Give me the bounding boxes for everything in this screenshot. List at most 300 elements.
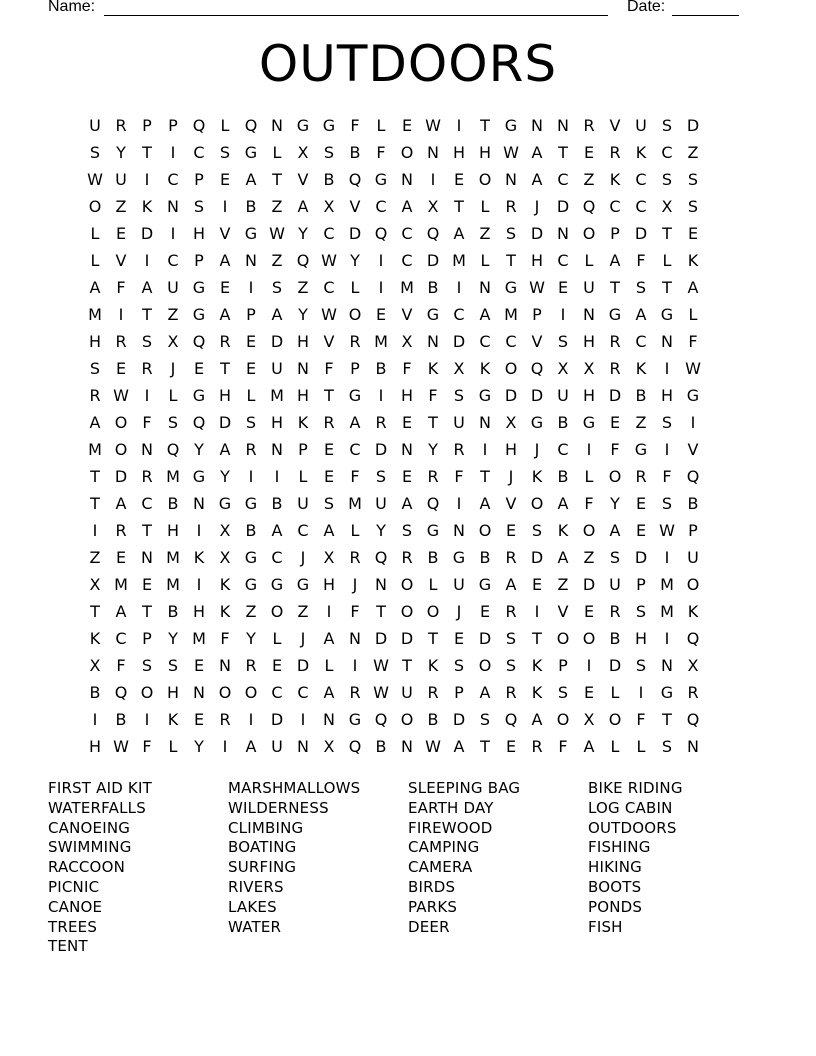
grid-letter[interactable]: A: [609, 251, 621, 270]
grid-letter[interactable]: A: [479, 305, 491, 324]
grid-letter[interactable]: B: [557, 413, 569, 432]
grid-letter[interactable]: N: [661, 332, 673, 351]
grid-letter[interactable]: D: [608, 386, 622, 405]
grid-letter[interactable]: G: [192, 278, 206, 297]
grid-letter[interactable]: K: [531, 656, 543, 675]
grid-letter[interactable]: X: [453, 359, 465, 378]
grid-letter[interactable]: H: [634, 629, 648, 648]
grid-letter[interactable]: D: [374, 629, 388, 648]
grid-letter[interactable]: G: [478, 575, 492, 594]
grid-letter[interactable]: C: [141, 494, 153, 513]
grid-letter[interactable]: S: [661, 413, 673, 432]
grid-letter[interactable]: O: [348, 305, 362, 324]
grid-letter[interactable]: H: [166, 683, 180, 702]
grid-letter[interactable]: R: [401, 548, 413, 567]
grid-letter[interactable]: F: [636, 251, 646, 270]
grid-letter[interactable]: E: [635, 521, 647, 540]
grid-letter[interactable]: S: [505, 629, 517, 648]
grid-letter[interactable]: P: [688, 521, 698, 540]
grid-letter[interactable]: M: [348, 494, 362, 513]
grid-letter[interactable]: T: [610, 278, 620, 297]
grid-letter[interactable]: S: [141, 332, 153, 351]
grid-letter[interactable]: H: [166, 521, 180, 540]
grid-letter[interactable]: R: [115, 521, 127, 540]
grid-letter[interactable]: B: [375, 359, 387, 378]
grid-letter[interactable]: X: [323, 197, 335, 216]
grid-letter[interactable]: L: [246, 386, 256, 405]
grid-letter[interactable]: T: [142, 305, 152, 324]
grid-letter[interactable]: G: [244, 494, 258, 513]
grid-letter[interactable]: S: [167, 656, 179, 675]
grid-letter[interactable]: B: [115, 710, 127, 729]
grid-letter[interactable]: Y: [194, 440, 204, 459]
grid-letter[interactable]: G: [192, 386, 206, 405]
grid-letter[interactable]: I: [326, 602, 332, 621]
grid-letter[interactable]: U: [271, 359, 283, 378]
grid-letter[interactable]: O: [608, 467, 622, 486]
grid-letter[interactable]: S: [167, 413, 179, 432]
grid-letter[interactable]: F: [610, 440, 620, 459]
grid-letter[interactable]: S: [453, 386, 465, 405]
grid-letter[interactable]: Q: [504, 710, 518, 729]
grid-letter[interactable]: P: [298, 440, 308, 459]
grid-letter[interactable]: Z: [297, 602, 309, 621]
grid-letter[interactable]: T: [90, 467, 100, 486]
grid-letter[interactable]: Y: [428, 440, 438, 459]
grid-letter[interactable]: J: [456, 602, 462, 621]
grid-letter[interactable]: L: [272, 629, 282, 648]
grid-letter[interactable]: I: [664, 548, 670, 567]
grid-letter[interactable]: E: [583, 143, 595, 162]
grid-letter[interactable]: Z: [687, 143, 699, 162]
grid-letter[interactable]: K: [531, 683, 543, 702]
grid-letter[interactable]: R: [141, 359, 153, 378]
grid-letter[interactable]: K: [479, 359, 491, 378]
grid-letter[interactable]: I: [92, 710, 98, 729]
grid-letter[interactable]: S: [505, 224, 517, 243]
date-field[interactable]: [672, 0, 739, 16]
grid-letter[interactable]: U: [635, 116, 647, 135]
grid-letter[interactable]: K: [687, 602, 699, 621]
grid-letter[interactable]: W: [529, 278, 545, 297]
grid-letter[interactable]: L: [428, 575, 438, 594]
grid-letter[interactable]: E: [219, 170, 231, 189]
grid-letter[interactable]: G: [478, 386, 492, 405]
grid-letter[interactable]: T: [506, 251, 516, 270]
grid-letter[interactable]: B: [89, 683, 101, 702]
grid-letter[interactable]: P: [532, 305, 542, 324]
grid-letter[interactable]: G: [192, 305, 206, 324]
grid-letter[interactable]: J: [534, 440, 540, 459]
grid-letter[interactable]: E: [141, 575, 153, 594]
grid-letter[interactable]: Z: [583, 548, 595, 567]
grid-letter[interactable]: N: [661, 656, 673, 675]
grid-letter[interactable]: G: [244, 575, 258, 594]
grid-letter[interactable]: B: [687, 494, 699, 513]
grid-letter[interactable]: B: [271, 494, 283, 513]
grid-letter[interactable]: U: [375, 494, 387, 513]
grid-letter[interactable]: H: [582, 386, 596, 405]
grid-letter[interactable]: P: [142, 116, 152, 135]
grid-letter[interactable]: H: [218, 386, 232, 405]
grid-letter[interactable]: A: [453, 737, 465, 756]
grid-letter[interactable]: Q: [530, 359, 544, 378]
grid-letter[interactable]: C: [479, 332, 491, 351]
grid-letter[interactable]: A: [453, 224, 465, 243]
grid-letter[interactable]: Y: [116, 143, 126, 162]
grid-letter[interactable]: N: [193, 683, 205, 702]
grid-letter[interactable]: O: [270, 602, 284, 621]
grid-letter[interactable]: F: [220, 629, 230, 648]
grid-letter[interactable]: L: [350, 278, 360, 297]
grid-letter[interactable]: C: [557, 251, 569, 270]
grid-letter[interactable]: L: [90, 251, 100, 270]
grid-letter[interactable]: G: [296, 575, 310, 594]
grid-letter[interactable]: N: [271, 440, 283, 459]
grid-letter[interactable]: Z: [583, 170, 595, 189]
grid-letter[interactable]: X: [219, 548, 231, 567]
grid-letter[interactable]: Y: [246, 629, 256, 648]
grid-letter[interactable]: S: [687, 170, 699, 189]
grid-letter[interactable]: Q: [426, 224, 440, 243]
grid-letter[interactable]: R: [375, 413, 387, 432]
grid-letter[interactable]: S: [687, 197, 699, 216]
grid-letter[interactable]: Y: [298, 305, 308, 324]
grid-letter[interactable]: R: [505, 197, 517, 216]
grid-letter[interactable]: K: [531, 467, 543, 486]
grid-letter[interactable]: T: [662, 278, 672, 297]
grid-letter[interactable]: K: [635, 359, 647, 378]
grid-letter[interactable]: G: [504, 278, 518, 297]
grid-letter[interactable]: U: [167, 278, 179, 297]
grid-letter[interactable]: X: [89, 575, 101, 594]
grid-letter[interactable]: A: [349, 413, 361, 432]
grid-letter[interactable]: X: [583, 359, 595, 378]
grid-letter[interactable]: O: [556, 629, 570, 648]
grid-letter[interactable]: W: [113, 386, 129, 405]
grid-letter[interactable]: S: [401, 521, 413, 540]
grid-letter[interactable]: V: [609, 116, 621, 135]
grid-letter[interactable]: Q: [374, 548, 388, 567]
grid-letter[interactable]: Q: [192, 332, 206, 351]
grid-letter[interactable]: L: [584, 251, 594, 270]
grid-letter[interactable]: K: [609, 170, 621, 189]
grid-letter[interactable]: V: [505, 494, 517, 513]
grid-letter[interactable]: I: [222, 737, 228, 756]
grid-letter[interactable]: S: [89, 359, 101, 378]
grid-letter[interactable]: S: [505, 656, 517, 675]
grid-letter[interactable]: W: [321, 305, 337, 324]
grid-letter[interactable]: I: [638, 683, 644, 702]
grid-letter[interactable]: T: [376, 602, 386, 621]
grid-letter[interactable]: T: [324, 386, 334, 405]
grid-letter[interactable]: W: [373, 656, 389, 675]
grid-letter[interactable]: P: [454, 683, 464, 702]
grid-letter[interactable]: A: [635, 305, 647, 324]
grid-letter[interactable]: C: [193, 143, 205, 162]
grid-letter[interactable]: F: [116, 656, 126, 675]
grid-letter[interactable]: N: [583, 305, 595, 324]
grid-letter[interactable]: Q: [374, 710, 388, 729]
grid-letter[interactable]: S: [557, 332, 569, 351]
grid-letter[interactable]: L: [610, 683, 620, 702]
grid-letter[interactable]: D: [218, 413, 232, 432]
grid-letter[interactable]: J: [300, 548, 306, 567]
grid-letter[interactable]: G: [426, 521, 440, 540]
grid-letter[interactable]: A: [271, 521, 283, 540]
grid-letter[interactable]: S: [635, 278, 647, 297]
grid-letter[interactable]: E: [531, 575, 543, 594]
grid-letter[interactable]: M: [166, 548, 180, 567]
grid-letter[interactable]: T: [454, 197, 464, 216]
grid-letter[interactable]: G: [452, 548, 466, 567]
grid-letter[interactable]: M: [270, 386, 284, 405]
grid-letter[interactable]: R: [89, 386, 101, 405]
grid-letter[interactable]: S: [635, 656, 647, 675]
grid-letter[interactable]: T: [428, 413, 438, 432]
grid-letter[interactable]: D: [634, 224, 648, 243]
grid-letter[interactable]: H: [322, 575, 336, 594]
grid-letter[interactable]: F: [116, 278, 126, 297]
grid-letter[interactable]: D: [452, 710, 466, 729]
grid-letter[interactable]: Z: [479, 224, 491, 243]
grid-letter[interactable]: G: [218, 494, 232, 513]
grid-letter[interactable]: Q: [374, 224, 388, 243]
grid-letter[interactable]: T: [558, 143, 568, 162]
grid-letter[interactable]: E: [193, 656, 205, 675]
grid-letter[interactable]: O: [556, 710, 570, 729]
grid-letter[interactable]: M: [166, 467, 180, 486]
grid-letter[interactable]: O: [426, 602, 440, 621]
grid-letter[interactable]: J: [300, 629, 306, 648]
grid-letter[interactable]: E: [609, 413, 621, 432]
grid-letter[interactable]: C: [661, 143, 673, 162]
grid-letter[interactable]: Q: [166, 440, 180, 459]
grid-letter[interactable]: H: [400, 386, 414, 405]
grid-letter[interactable]: B: [557, 467, 569, 486]
grid-letter[interactable]: X: [583, 710, 595, 729]
grid-letter[interactable]: I: [222, 197, 228, 216]
grid-letter[interactable]: W: [685, 359, 701, 378]
grid-letter[interactable]: A: [245, 737, 257, 756]
grid-letter[interactable]: I: [378, 386, 384, 405]
grid-letter[interactable]: E: [557, 278, 569, 297]
grid-letter[interactable]: A: [531, 710, 543, 729]
grid-letter[interactable]: Z: [297, 278, 309, 297]
grid-letter[interactable]: B: [245, 197, 257, 216]
grid-letter[interactable]: D: [270, 710, 284, 729]
grid-letter[interactable]: N: [141, 440, 153, 459]
grid-letter[interactable]: H: [192, 224, 206, 243]
grid-letter[interactable]: W: [269, 224, 285, 243]
grid-letter[interactable]: G: [660, 305, 674, 324]
grid-letter[interactable]: Q: [686, 710, 700, 729]
grid-letter[interactable]: G: [348, 386, 362, 405]
grid-letter[interactable]: G: [504, 116, 518, 135]
grid-letter[interactable]: H: [478, 143, 492, 162]
grid-letter[interactable]: G: [660, 683, 674, 702]
grid-letter[interactable]: B: [323, 170, 335, 189]
grid-letter[interactable]: K: [89, 629, 101, 648]
grid-letter[interactable]: B: [427, 710, 439, 729]
grid-letter[interactable]: L: [376, 116, 386, 135]
grid-letter[interactable]: R: [583, 116, 595, 135]
grid-letter[interactable]: A: [115, 602, 127, 621]
name-field[interactable]: [104, 0, 608, 16]
grid-letter[interactable]: F: [324, 359, 334, 378]
grid-letter[interactable]: K: [427, 656, 439, 675]
grid-letter[interactable]: X: [687, 656, 699, 675]
grid-letter[interactable]: G: [608, 305, 622, 324]
grid-letter[interactable]: H: [582, 332, 596, 351]
grid-letter[interactable]: A: [141, 278, 153, 297]
grid-letter[interactable]: F: [454, 467, 464, 486]
grid-letter[interactable]: U: [557, 386, 569, 405]
grid-letter[interactable]: R: [323, 413, 335, 432]
grid-letter[interactable]: E: [271, 656, 283, 675]
grid-letter[interactable]: N: [375, 575, 387, 594]
grid-letter[interactable]: A: [687, 278, 699, 297]
grid-letter[interactable]: H: [452, 143, 466, 162]
grid-letter[interactable]: S: [479, 710, 491, 729]
grid-letter[interactable]: T: [142, 521, 152, 540]
grid-letter[interactable]: A: [323, 683, 335, 702]
grid-letter[interactable]: T: [90, 494, 100, 513]
grid-letter[interactable]: W: [113, 737, 129, 756]
grid-letter[interactable]: R: [427, 467, 439, 486]
grid-letter[interactable]: W: [425, 737, 441, 756]
grid-letter[interactable]: X: [323, 737, 335, 756]
grid-letter[interactable]: A: [401, 197, 413, 216]
grid-letter[interactable]: I: [456, 494, 462, 513]
grid-letter[interactable]: I: [690, 413, 696, 432]
grid-letter[interactable]: E: [375, 305, 387, 324]
grid-letter[interactable]: S: [245, 413, 257, 432]
grid-letter[interactable]: N: [297, 737, 309, 756]
grid-letter[interactable]: A: [479, 683, 491, 702]
grid-letter[interactable]: C: [401, 251, 413, 270]
grid-letter[interactable]: N: [401, 170, 413, 189]
grid-letter[interactable]: U: [687, 548, 699, 567]
grid-letter[interactable]: Q: [192, 413, 206, 432]
grid-letter[interactable]: P: [168, 116, 178, 135]
grid-letter[interactable]: Q: [426, 494, 440, 513]
grid-letter[interactable]: O: [478, 521, 492, 540]
grid-letter[interactable]: B: [245, 521, 257, 540]
grid-letter[interactable]: R: [609, 359, 621, 378]
grid-letter[interactable]: R: [115, 116, 127, 135]
grid-letter[interactable]: T: [272, 170, 282, 189]
grid-letter[interactable]: N: [479, 278, 491, 297]
grid-letter[interactable]: N: [401, 440, 413, 459]
grid-letter[interactable]: E: [479, 602, 491, 621]
grid-letter[interactable]: D: [114, 467, 128, 486]
grid-letter[interactable]: Q: [296, 251, 310, 270]
grid-letter[interactable]: B: [167, 494, 179, 513]
grid-letter[interactable]: B: [349, 143, 361, 162]
grid-letter[interactable]: A: [219, 440, 231, 459]
grid-letter[interactable]: G: [530, 413, 544, 432]
grid-letter[interactable]: J: [534, 197, 540, 216]
grid-letter[interactable]: U: [297, 494, 309, 513]
grid-letter[interactable]: A: [219, 305, 231, 324]
grid-letter[interactable]: M: [114, 575, 128, 594]
grid-letter[interactable]: L: [168, 737, 178, 756]
grid-letter[interactable]: Z: [271, 197, 283, 216]
grid-letter[interactable]: L: [688, 305, 698, 324]
grid-letter[interactable]: Z: [245, 602, 257, 621]
grid-letter[interactable]: P: [610, 224, 620, 243]
grid-letter[interactable]: M: [400, 278, 414, 297]
grid-letter[interactable]: A: [323, 521, 335, 540]
grid-letter[interactable]: H: [192, 602, 206, 621]
grid-letter[interactable]: M: [88, 440, 102, 459]
grid-letter[interactable]: K: [219, 602, 231, 621]
grid-letter[interactable]: A: [479, 494, 491, 513]
grid-letter[interactable]: C: [323, 224, 335, 243]
grid-letter[interactable]: L: [324, 656, 334, 675]
grid-letter[interactable]: R: [115, 332, 127, 351]
grid-letter[interactable]: O: [582, 224, 596, 243]
grid-letter[interactable]: S: [271, 278, 283, 297]
grid-letter[interactable]: G: [426, 305, 440, 324]
grid-letter[interactable]: R: [453, 440, 465, 459]
grid-letter[interactable]: E: [193, 359, 205, 378]
grid-letter[interactable]: V: [349, 197, 361, 216]
grid-letter[interactable]: L: [298, 467, 308, 486]
grid-letter[interactable]: C: [375, 197, 387, 216]
grid-letter[interactable]: T: [532, 629, 542, 648]
grid-letter[interactable]: H: [88, 332, 102, 351]
grid-letter[interactable]: T: [480, 737, 490, 756]
grid-letter[interactable]: L: [480, 251, 490, 270]
grid-letter[interactable]: X: [401, 332, 413, 351]
grid-letter[interactable]: E: [453, 629, 465, 648]
grid-letter[interactable]: M: [452, 251, 466, 270]
grid-letter[interactable]: W: [87, 170, 103, 189]
grid-letter[interactable]: G: [374, 170, 388, 189]
grid-letter[interactable]: K: [219, 575, 231, 594]
grid-letter[interactable]: N: [479, 413, 491, 432]
grid-letter[interactable]: C: [297, 521, 309, 540]
grid-letter[interactable]: B: [427, 548, 439, 567]
grid-letter[interactable]: A: [89, 413, 101, 432]
grid-letter[interactable]: O: [114, 413, 128, 432]
grid-letter[interactable]: D: [530, 548, 544, 567]
grid-letter[interactable]: U: [115, 170, 127, 189]
grid-letter[interactable]: N: [167, 197, 179, 216]
grid-letter[interactable]: C: [557, 440, 569, 459]
grid-letter[interactable]: H: [504, 440, 518, 459]
grid-letter[interactable]: C: [349, 440, 361, 459]
grid-letter[interactable]: N: [271, 116, 283, 135]
grid-letter[interactable]: E: [245, 359, 257, 378]
grid-letter[interactable]: P: [246, 305, 256, 324]
grid-letter[interactable]: E: [505, 521, 517, 540]
grid-letter[interactable]: H: [270, 413, 284, 432]
grid-letter[interactable]: A: [115, 494, 127, 513]
grid-letter[interactable]: X: [427, 197, 439, 216]
grid-letter[interactable]: R: [505, 548, 517, 567]
grid-letter[interactable]: L: [480, 197, 490, 216]
grid-letter[interactable]: T: [220, 359, 230, 378]
grid-letter[interactable]: W: [321, 251, 337, 270]
grid-letter[interactable]: S: [141, 656, 153, 675]
grid-letter[interactable]: J: [352, 575, 358, 594]
grid-letter[interactable]: R: [609, 602, 621, 621]
grid-letter[interactable]: A: [245, 170, 257, 189]
grid-letter[interactable]: I: [352, 656, 358, 675]
